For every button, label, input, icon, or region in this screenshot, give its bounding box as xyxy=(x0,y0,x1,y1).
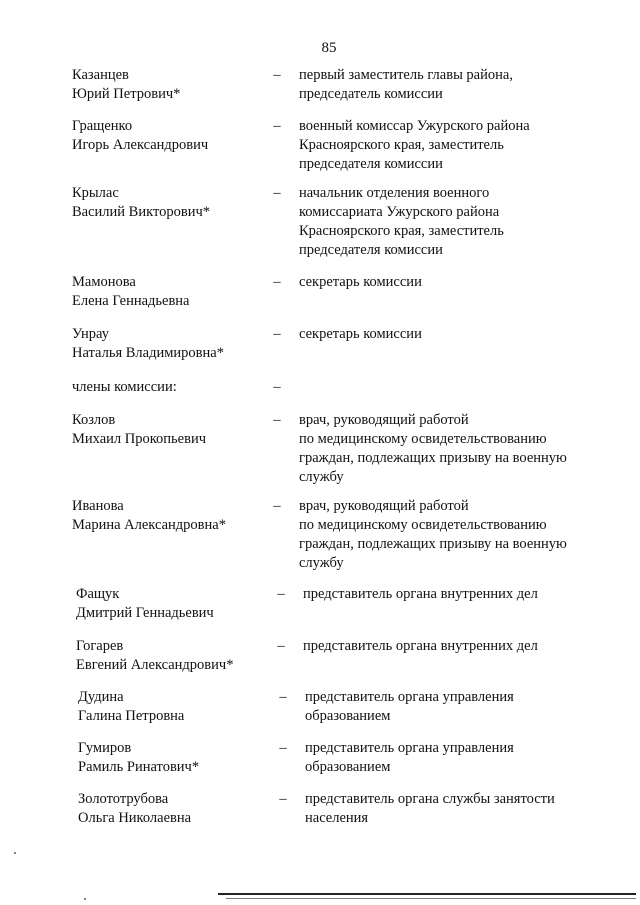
scan-speck xyxy=(14,852,16,854)
member-given-names: Василий Викторович* xyxy=(72,204,211,220)
member-name xyxy=(72,117,272,155)
member-given-names: Игорь Александрович xyxy=(72,137,209,153)
separator-dash: – xyxy=(273,326,281,342)
member-surname: Гращенко xyxy=(72,118,133,134)
member-name xyxy=(76,585,276,623)
member-given-names: Михаил Прокопьевич xyxy=(72,431,207,447)
member-role-line: представитель органа управления xyxy=(305,740,514,756)
scan-speck xyxy=(84,898,86,900)
member-name xyxy=(72,325,272,363)
member-role-line: врач, руководящий работой xyxy=(299,498,469,514)
separator-dash: – xyxy=(273,185,281,201)
member-role xyxy=(299,325,609,344)
member-role xyxy=(299,411,609,487)
member-role xyxy=(299,184,609,260)
member-surname: Золототрубова xyxy=(78,791,169,807)
member-role-line: председателя комиссии xyxy=(299,156,443,172)
separator-dash: – xyxy=(273,274,281,290)
member-role-line: Красноярского края, заместитель xyxy=(299,137,504,153)
member-role-line: военный комиссар Ужурского района xyxy=(299,118,530,134)
member-role xyxy=(305,688,615,726)
member-role-line: комиссариата Ужурского района xyxy=(299,204,500,220)
member-surname: члены комиссии: xyxy=(72,379,177,395)
member-name xyxy=(72,497,272,535)
separator-dash: – xyxy=(273,118,281,134)
member-surname: Гогарев xyxy=(76,638,124,654)
member-name xyxy=(72,378,272,397)
member-role xyxy=(299,497,609,573)
member-role-line: образованием xyxy=(305,708,391,724)
member-role-line: председатель комиссии xyxy=(299,86,443,102)
member-given-names: Галина Петровна xyxy=(78,708,185,724)
member-name xyxy=(72,184,272,222)
member-surname: Фащук xyxy=(76,586,120,602)
member-role-line: по медицинскому освидетельствованию xyxy=(299,517,547,533)
separator-dash: – xyxy=(277,586,285,602)
member-role-line: представитель органа управления xyxy=(305,689,514,705)
separator-dash: – xyxy=(273,412,281,428)
member-given-names: Евгений Александрович* xyxy=(76,657,234,673)
member-given-names: Ольга Николаевна xyxy=(78,810,192,826)
member-role-line: Красноярского края, заместитель xyxy=(299,223,504,239)
member-surname: Крылас xyxy=(72,185,119,201)
member-name xyxy=(72,66,272,104)
separator-dash: – xyxy=(279,791,287,807)
member-role xyxy=(303,637,613,656)
member-surname: Козлов xyxy=(72,412,116,428)
bottom-rule-shadow xyxy=(226,898,636,899)
member-role-line: представитель органа внутренних дел xyxy=(303,638,538,654)
member-name xyxy=(72,273,272,311)
member-surname: Иванова xyxy=(72,498,124,514)
member-role xyxy=(305,739,615,777)
separator-dash: – xyxy=(273,67,281,83)
member-role xyxy=(299,117,609,174)
member-surname: Унрау xyxy=(72,326,109,342)
separator-dash: – xyxy=(279,740,287,756)
page-number: 85 xyxy=(321,40,337,56)
member-role-line: врач, руководящий работой xyxy=(299,412,469,428)
member-name xyxy=(78,790,278,828)
member-given-names: Юрий Петрович* xyxy=(72,86,181,102)
member-role xyxy=(299,66,609,104)
member-role xyxy=(299,273,609,292)
member-role-line: представитель органа внутренних дел xyxy=(303,586,538,602)
member-name xyxy=(78,688,278,726)
member-role-line: первый заместитель главы района, xyxy=(299,67,513,83)
member-role-line: граждан, подлежащих призыву на военную xyxy=(299,536,567,552)
member-role-line: по медицинскому освидетельствованию xyxy=(299,431,547,447)
member-name xyxy=(72,411,272,449)
member-role xyxy=(303,585,613,604)
member-role-line: населения xyxy=(305,810,369,826)
member-given-names: Дмитрий Геннадьевич xyxy=(76,605,214,621)
separator-dash: – xyxy=(279,689,287,705)
member-given-names: Рамиль Ринатович* xyxy=(78,759,200,775)
member-given-names: Марина Александровна* xyxy=(72,517,226,533)
member-role-line: начальник отделения военного xyxy=(299,185,490,201)
member-name xyxy=(78,739,278,777)
member-role-line: граждан, подлежащих призыву на военную xyxy=(299,450,567,466)
member-role-line: председателя комиссии xyxy=(299,242,443,258)
bottom-rule xyxy=(218,893,636,895)
member-role-line: службу xyxy=(299,555,344,571)
member-role-line: образованием xyxy=(305,759,391,775)
member-role-line: секретарь комиссии xyxy=(299,326,422,342)
member-name xyxy=(76,637,276,675)
member-role-line: представитель органа службы занятости xyxy=(305,791,555,807)
member-surname: Мамонова xyxy=(72,274,136,290)
member-role-line: службу xyxy=(299,469,344,485)
member-given-names: Наталья Владимировна* xyxy=(72,345,224,361)
member-role xyxy=(305,790,615,828)
member-role-line: секретарь комиссии xyxy=(299,274,422,290)
member-given-names: Елена Геннадьевна xyxy=(72,293,190,309)
separator-dash: – xyxy=(273,379,281,395)
separator-dash: – xyxy=(277,638,285,654)
separator-dash: – xyxy=(273,498,281,514)
member-surname: Казанцев xyxy=(72,67,129,83)
member-surname: Гумиров xyxy=(78,740,132,756)
member-surname: Дудина xyxy=(78,689,124,705)
